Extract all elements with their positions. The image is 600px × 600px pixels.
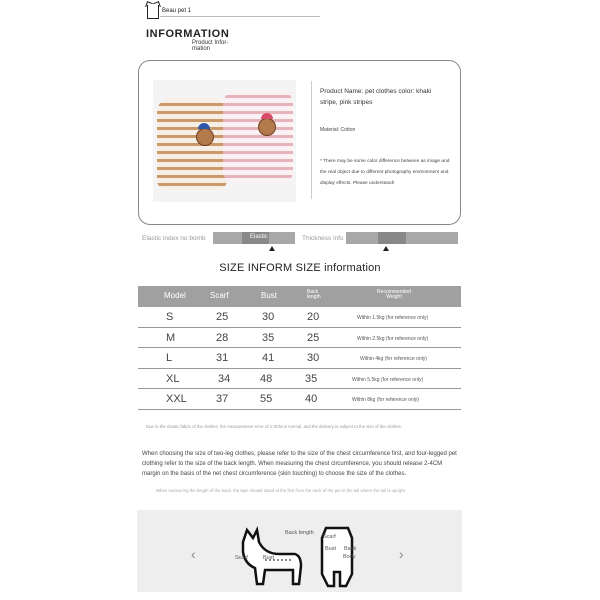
khaki-stripe-shirt bbox=[157, 98, 227, 190]
table-row bbox=[138, 328, 461, 349]
cell-bust: 30 bbox=[262, 311, 275, 323]
size-table bbox=[138, 286, 461, 410]
page-subtitle: Product Infor-mation bbox=[192, 40, 229, 52]
cell-bust: 55 bbox=[260, 393, 273, 405]
diagram-back-length-label: Back length bbox=[285, 530, 314, 536]
thickness-highlight bbox=[378, 232, 406, 244]
diagram-bust-label: Bust bbox=[263, 555, 275, 561]
elastic-label: Elastic index no bomb bbox=[142, 235, 206, 242]
cell-back: 40 bbox=[305, 393, 318, 405]
pink-stripe-shirt bbox=[223, 90, 293, 182]
cell-scarf: 25 bbox=[216, 311, 229, 323]
brand-name: Beau pet 1 bbox=[162, 8, 192, 14]
size-table-header bbox=[138, 286, 461, 307]
cell-weight: Within 8kg (for reference only) bbox=[352, 397, 419, 403]
elastic-error-note: Due to the elastic fabric of the clothes, the measurement error of 1-3CM is normal, and the delivery is subject to the size of the clothes. bbox=[146, 424, 402, 429]
cell-weight: Within 5.5kg (for reference only) bbox=[352, 376, 424, 383]
header-model: Model bbox=[164, 291, 186, 300]
diagram-front-body-label: Body bbox=[343, 554, 356, 560]
diagram-front-back-label: Back bbox=[344, 546, 357, 552]
red-cap-icon bbox=[261, 113, 273, 119]
page-title: INFORMATION bbox=[146, 28, 230, 40]
thickness-label: Thickness info bbox=[302, 235, 344, 242]
cell-scarf: 31 bbox=[216, 352, 229, 364]
header-bust: Bust bbox=[261, 291, 278, 300]
size-table-title: SIZE INFORM SIZE information bbox=[219, 262, 381, 274]
cell-size: L bbox=[166, 352, 173, 364]
table-row bbox=[138, 389, 461, 410]
blue-cap-icon bbox=[198, 123, 210, 129]
cell-weight: Within 2.5kg (for reference only) bbox=[357, 335, 429, 342]
cell-bust: 41 bbox=[262, 352, 275, 364]
cell-size: S bbox=[166, 311, 174, 323]
bear-patch-icon bbox=[258, 118, 276, 136]
header-weight: Recommended Weight bbox=[377, 289, 411, 300]
table-row bbox=[138, 348, 461, 369]
cell-bust: 35 bbox=[262, 331, 275, 344]
header-divider bbox=[160, 16, 320, 17]
diagram-front-bust-label: Bust bbox=[325, 546, 337, 552]
header-scarf: Scarf bbox=[210, 291, 229, 300]
cell-back: 25 bbox=[307, 331, 320, 344]
cell-back: 35 bbox=[305, 372, 318, 385]
table-row bbox=[138, 369, 461, 390]
size-table-body bbox=[138, 307, 461, 410]
cell-weight: Within 4kg (for reference only) bbox=[360, 356, 427, 362]
cell-scarf: 28 bbox=[216, 331, 229, 344]
cell-back: 30 bbox=[307, 352, 320, 364]
elastic-pointer-icon bbox=[269, 246, 275, 251]
cell-scarf: 34 bbox=[218, 372, 231, 385]
cell-scarf: 37 bbox=[216, 393, 229, 405]
cell-size: M bbox=[166, 331, 176, 344]
measurement-diagram bbox=[137, 510, 462, 592]
measuring-note: When choosing the size of two-leg clothes, please refer to the size of the chest circumference first, and four-legged pet clothing refer to the size of the back length. When measuring the chest circumference, you should release 2-4CM margin on the basis of the net chest circumference (skin touching) to choose the size of the clothes. bbox=[142, 451, 457, 477]
product-photo bbox=[153, 80, 296, 202]
brand-logo-icon bbox=[147, 5, 159, 19]
product-material: Material: Cotton bbox=[320, 127, 356, 133]
diagram-scarf-label: Scarf bbox=[235, 555, 248, 561]
bear-patch-icon bbox=[196, 128, 214, 146]
cell-weight: Within 1.5kg (for reference only) bbox=[357, 315, 429, 321]
cell-size: XL bbox=[166, 372, 180, 385]
diagram-front-scarf-label: Scarf bbox=[323, 534, 336, 540]
thickness-pointer-icon bbox=[383, 246, 389, 251]
chevron-right-icon[interactable]: › bbox=[399, 546, 404, 562]
cell-size: XXL bbox=[166, 393, 187, 405]
color-difference-note: * There may be some color difference between as image and the real object due to different photography environment and display effects. Please understand! bbox=[320, 159, 450, 186]
header-back-length: Back length bbox=[307, 289, 321, 300]
cell-back: 20 bbox=[307, 311, 320, 323]
table-row bbox=[138, 307, 461, 328]
back-length-note: When measuring the length of the back, the tape should stand at the first from the neck of the pet to the tail where the tail is upright. bbox=[156, 488, 406, 493]
thickness-bar bbox=[346, 232, 458, 244]
product-name: Product Name: pet clothes color: khaki stripe, pink stripes bbox=[320, 88, 432, 106]
card-divider bbox=[311, 81, 312, 199]
chevron-left-icon[interactable]: ‹ bbox=[191, 546, 196, 562]
elastic-bar-text: Elastic bbox=[250, 234, 268, 240]
product-card bbox=[138, 60, 461, 225]
cell-bust: 48 bbox=[260, 372, 273, 385]
